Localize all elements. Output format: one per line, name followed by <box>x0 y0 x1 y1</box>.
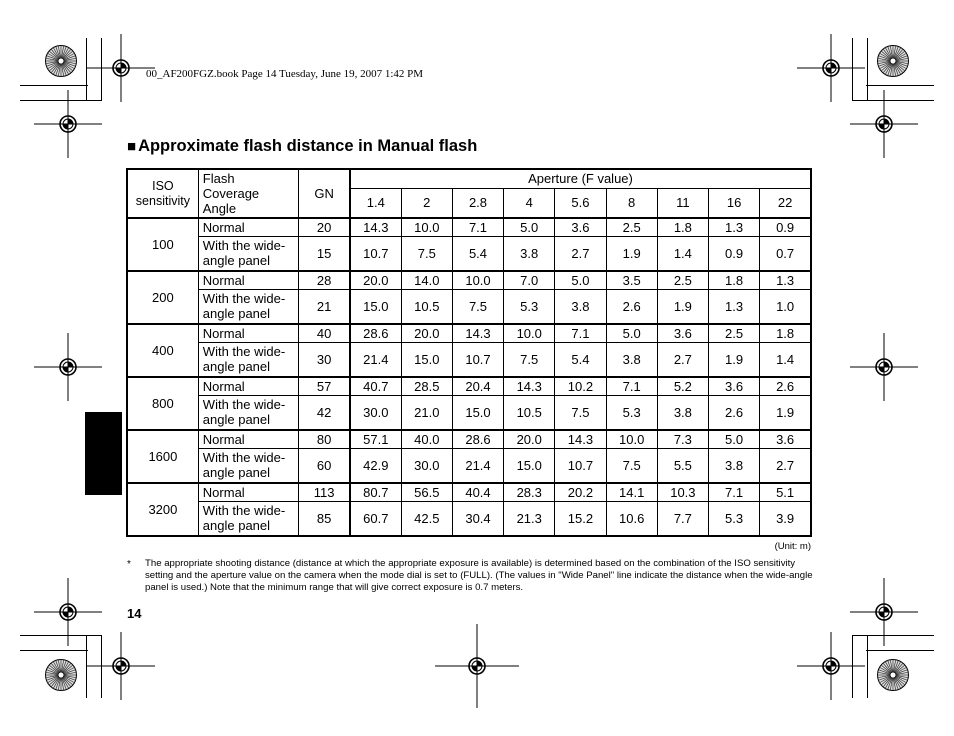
crop-mark <box>20 85 88 86</box>
aperture-value: 22 <box>760 188 811 218</box>
table-row-normal <box>127 271 811 289</box>
distance-value: 2.5 <box>708 324 759 342</box>
distance-value: 7.1 <box>452 218 503 236</box>
distance-value: 60.7 <box>350 501 401 536</box>
distance-value: 14.3 <box>504 377 555 395</box>
distance-value: 3.8 <box>504 236 555 271</box>
distance-value: 20.0 <box>504 430 555 448</box>
distance-value: 5.3 <box>504 289 555 324</box>
iso-value: 3200 <box>127 483 198 536</box>
distance-value: 10.7 <box>555 448 606 483</box>
distance-value: 3.8 <box>657 395 708 430</box>
distance-value: 56.5 <box>401 483 452 501</box>
distance-value: 7.1 <box>555 324 606 342</box>
iso-value: 800 <box>127 377 198 430</box>
distance-value: 1.9 <box>760 395 811 430</box>
distance-value: 80.7 <box>350 483 401 501</box>
registration-mark-icon <box>87 632 155 700</box>
distance-value: 7.0 <box>504 271 555 289</box>
distance-value: 1.3 <box>708 218 759 236</box>
section-title <box>127 137 477 156</box>
distance-value: 14.3 <box>350 218 401 236</box>
distance-value: 1.9 <box>657 289 708 324</box>
distance-value: 10.5 <box>504 395 555 430</box>
distance-value: 28.6 <box>452 430 503 448</box>
distance-value: 5.1 <box>760 483 811 501</box>
section-title-text: Approximate flash distance in Manual flash <box>138 137 478 155</box>
distance-value: 10.3 <box>657 483 708 501</box>
distance-value: 3.5 <box>606 271 657 289</box>
footnote-mark: * <box>127 559 131 570</box>
distance-value: 30.0 <box>350 395 401 430</box>
book-header: 00_AF200FGZ.book Page 14 Tuesday, June 19, 2007 1:42 PM <box>146 68 424 80</box>
distance-value: 7.3 <box>657 430 708 448</box>
registration-mark-icon <box>34 333 102 401</box>
aperture-value: 1.4 <box>350 188 401 218</box>
coverage-label: With the wide-angle panel <box>198 448 298 483</box>
distance-value: 1.4 <box>760 342 811 377</box>
iso-value: 100 <box>127 218 198 271</box>
distance-value: 20.4 <box>452 377 503 395</box>
distance-value: 5.3 <box>708 501 759 536</box>
iso-value: 400 <box>127 324 198 377</box>
distance-value: 7.7 <box>657 501 708 536</box>
distance-value: 7.5 <box>504 342 555 377</box>
distance-value: 7.5 <box>401 236 452 271</box>
aperture-value: 5.6 <box>555 188 606 218</box>
gn-value: 21 <box>299 289 350 324</box>
distance-value: 5.4 <box>452 236 503 271</box>
coverage-label: Normal <box>198 377 298 395</box>
distance-value: 21.4 <box>452 448 503 483</box>
distance-value: 2.7 <box>555 236 606 271</box>
distance-value: 3.8 <box>555 289 606 324</box>
distance-value: 5.0 <box>606 324 657 342</box>
distance-value: 1.8 <box>760 324 811 342</box>
table-row-wide <box>127 395 811 430</box>
distance-value: 15.0 <box>504 448 555 483</box>
gn-value: 85 <box>299 501 350 536</box>
coverage-label: With the wide-angle panel <box>198 236 298 271</box>
table-row-wide <box>127 448 811 483</box>
distance-value: 5.4 <box>555 342 606 377</box>
aperture-value: 4 <box>504 188 555 218</box>
distance-value: 42.5 <box>401 501 452 536</box>
coverage-label: With the wide-angle panel <box>198 342 298 377</box>
distance-value: 28.5 <box>401 377 452 395</box>
table-row-normal <box>127 377 811 395</box>
distance-value: 1.3 <box>760 271 811 289</box>
distance-value: 1.9 <box>606 236 657 271</box>
aperture-value: 11 <box>657 188 708 218</box>
distance-value: 40.4 <box>452 483 503 501</box>
distance-value: 10.0 <box>606 430 657 448</box>
gn-value: 42 <box>299 395 350 430</box>
iso-value: 1600 <box>127 430 198 483</box>
distance-value: 14.1 <box>606 483 657 501</box>
distance-value: 2.6 <box>708 395 759 430</box>
distance-value: 30.0 <box>401 448 452 483</box>
table-row-normal <box>127 218 811 236</box>
gn-value: 60 <box>299 448 350 483</box>
distance-value: 7.5 <box>606 448 657 483</box>
distance-value: 15.0 <box>452 395 503 430</box>
rosette-icon <box>876 658 910 692</box>
distance-value: 2.6 <box>606 289 657 324</box>
table-row-wide <box>127 236 811 271</box>
distance-value: 10.6 <box>606 501 657 536</box>
distance-value: 3.8 <box>708 448 759 483</box>
distance-value: 5.0 <box>555 271 606 289</box>
distance-value: 0.7 <box>760 236 811 271</box>
crop-mark <box>866 85 934 86</box>
coverage-label: Normal <box>198 430 298 448</box>
distance-value: 10.7 <box>350 236 401 271</box>
square-marker-icon: ■ <box>127 138 137 155</box>
distance-value: 5.0 <box>708 430 759 448</box>
distance-value: 20.0 <box>401 324 452 342</box>
distance-value: 40.7 <box>350 377 401 395</box>
distance-value: 14.3 <box>452 324 503 342</box>
distance-value: 3.8 <box>606 342 657 377</box>
distance-value: 1.8 <box>657 218 708 236</box>
coverage-label: Normal <box>198 218 298 236</box>
gn-value: 113 <box>299 483 350 501</box>
gn-value: 80 <box>299 430 350 448</box>
coverage-label: Normal <box>198 324 298 342</box>
iso-value: 200 <box>127 271 198 324</box>
table-row-wide <box>127 289 811 324</box>
distance-value: 15.0 <box>350 289 401 324</box>
crop-mark <box>866 650 934 651</box>
coverage-label: With the wide-angle panel <box>198 395 298 430</box>
table-header-row <box>127 169 811 188</box>
distance-value: 1.9 <box>708 342 759 377</box>
distance-value: 10.7 <box>452 342 503 377</box>
distance-value: 3.6 <box>708 377 759 395</box>
coverage-label: With the wide-angle panel <box>198 289 298 324</box>
crop-mark <box>20 650 88 651</box>
distance-value: 0.9 <box>708 236 759 271</box>
rosette-icon <box>876 44 910 78</box>
distance-value: 20.0 <box>350 271 401 289</box>
table-row-wide <box>127 501 811 536</box>
gn-value: 28 <box>299 271 350 289</box>
aperture-value: 8 <box>606 188 657 218</box>
distance-value: 10.2 <box>555 377 606 395</box>
footnote: The appropriate shooting distance (distance at which the appropriate exposure is available) is determined based on the combination of the ISO sensitivity setting and the aperture value on the camera when the mode dial is set to (FULL). (The values in "Wide Panel" line indicate the distance when the wide-angle panel is used.) Note that the minimum range that will give correct exposure is 0.7 meters. <box>145 558 813 594</box>
registration-mark-icon <box>850 90 918 158</box>
distance-value: 28.6 <box>350 324 401 342</box>
distance-value: 10.0 <box>452 271 503 289</box>
side-tab <box>85 412 122 495</box>
distance-value: 5.2 <box>657 377 708 395</box>
coverage-label: With the wide-angle panel <box>198 501 298 536</box>
distance-value: 15.2 <box>555 501 606 536</box>
distance-value: 2.5 <box>657 271 708 289</box>
unit-note: (Unit: m) <box>774 541 811 552</box>
distance-value: 5.5 <box>657 448 708 483</box>
registration-mark-icon <box>34 90 102 158</box>
distance-value: 1.4 <box>657 236 708 271</box>
distance-value: 10.0 <box>401 218 452 236</box>
distance-value: 3.6 <box>760 430 811 448</box>
gn-value: 57 <box>299 377 350 395</box>
distance-value: 7.5 <box>452 289 503 324</box>
gn-value: 40 <box>299 324 350 342</box>
table-row-normal <box>127 483 811 501</box>
table-row-wide <box>127 342 811 377</box>
gn-value: 30 <box>299 342 350 377</box>
distance-value: 28.3 <box>504 483 555 501</box>
gn-value: 15 <box>299 236 350 271</box>
aperture-value: 2.8 <box>452 188 503 218</box>
registration-mark-icon <box>850 333 918 401</box>
distance-value: 14.3 <box>555 430 606 448</box>
distance-value: 3.9 <box>760 501 811 536</box>
distance-value: 5.0 <box>504 218 555 236</box>
gn-value: 20 <box>299 218 350 236</box>
distance-value: 10.0 <box>504 324 555 342</box>
distance-value: 3.6 <box>657 324 708 342</box>
aperture-value: 16 <box>708 188 759 218</box>
distance-value: 10.5 <box>401 289 452 324</box>
distance-value: 1.8 <box>708 271 759 289</box>
rosette-icon <box>44 658 78 692</box>
distance-value: 30.4 <box>452 501 503 536</box>
distance-value: 2.5 <box>606 218 657 236</box>
distance-value: 57.1 <box>350 430 401 448</box>
coverage-label: Normal <box>198 271 298 289</box>
header-gn: GN <box>299 169 350 218</box>
distance-value: 42.9 <box>350 448 401 483</box>
distance-value: 1.0 <box>760 289 811 324</box>
distance-value: 0.9 <box>760 218 811 236</box>
distance-value: 21.4 <box>350 342 401 377</box>
distance-value: 21.3 <box>504 501 555 536</box>
distance-value: 20.2 <box>555 483 606 501</box>
rosette-icon <box>44 44 78 78</box>
distance-value: 14.0 <box>401 271 452 289</box>
distance-value: 2.6 <box>760 377 811 395</box>
distance-value: 15.0 <box>401 342 452 377</box>
distance-value: 7.1 <box>606 377 657 395</box>
distance-value: 7.5 <box>555 395 606 430</box>
distance-value: 7.1 <box>708 483 759 501</box>
page-number: 14 <box>127 606 142 621</box>
distance-value: 2.7 <box>760 448 811 483</box>
registration-mark-icon <box>435 624 519 708</box>
flash-distance-table <box>126 168 812 537</box>
table-row-normal <box>127 430 811 448</box>
aperture-value: 2 <box>401 188 452 218</box>
distance-value: 2.7 <box>657 342 708 377</box>
header-aperture: Aperture (F value) <box>350 169 811 188</box>
distance-value: 21.0 <box>401 395 452 430</box>
distance-value: 3.6 <box>555 218 606 236</box>
registration-mark-icon <box>797 632 865 700</box>
distance-value: 5.3 <box>606 395 657 430</box>
distance-value: 1.3 <box>708 289 759 324</box>
table-row-normal <box>127 324 811 342</box>
coverage-label: Normal <box>198 483 298 501</box>
distance-value: 40.0 <box>401 430 452 448</box>
header-iso: ISO sensitivity <box>127 169 198 218</box>
header-coverage: Flash Coverage Angle <box>198 169 298 218</box>
